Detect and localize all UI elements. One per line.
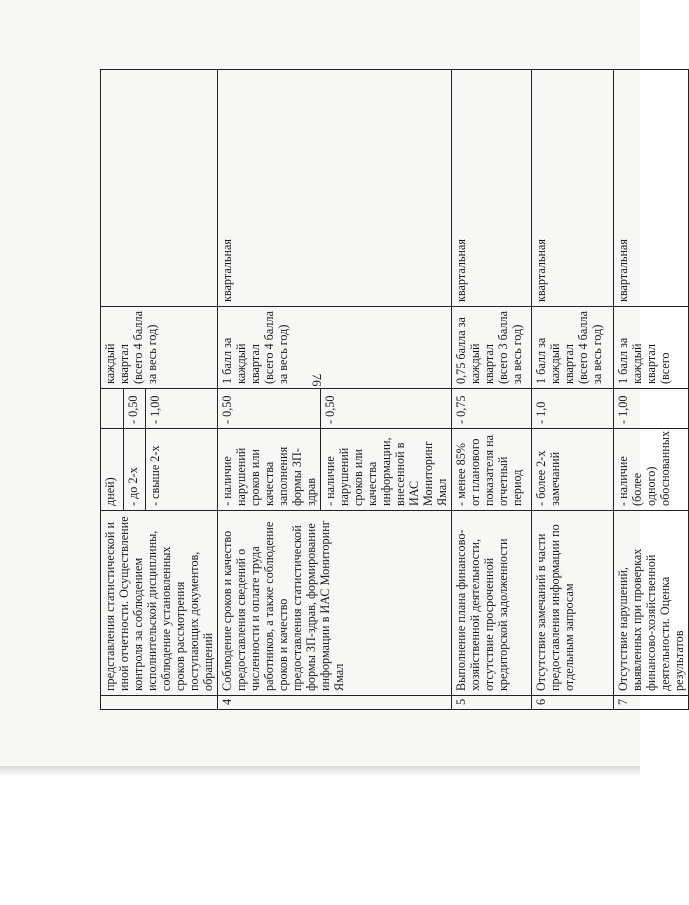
page-number: 76 (309, 373, 325, 387)
points-value (101, 389, 124, 429)
points-value: - 1,00 (146, 389, 218, 429)
condition-text: - более 2-х замечаний (532, 429, 614, 511)
period-text: квартальная (218, 70, 452, 307)
criterion-text: Отсутствие нарушений, выявленных при проверках финансово-хозяйственной деятельности. Оценка результатов (614, 511, 689, 696)
period-text: квартальная (532, 70, 614, 307)
criterion-text: Соблюдение сроков и качество предоставления сведений о численности и оплате труда работников, а также соблюдение сроков и качество предоставления статистической формы ЗП-здрав, формирование информации в ИАС Мониторинг Ямал (218, 511, 452, 696)
period-text: квартальная (452, 70, 532, 307)
score-text: 1 балл за каждый квартал (всего 4 балла за весь год) (532, 307, 614, 389)
condition-text: - менее 85% от планового показателя на отчетный период (452, 429, 532, 511)
criterion-text: Выполнение плана финансово-хозяйственной деятельности, отсутствие просроченной кредиторской задолженности (452, 511, 532, 696)
page-edge-shadow (0, 766, 640, 776)
rotated-table-container (100, 70, 686, 710)
condition-text: - наличие нарушений сроков или качества информации, внесенной в ИАС Мониторинг Ямал (321, 429, 452, 511)
score-text: 0,75 балла за каждый квартал (всего 3 балла за весь год) (452, 307, 532, 389)
points-value: - 0,75 (452, 389, 532, 429)
row-num: 4 (218, 696, 452, 710)
condition-text: - до 2-х (123, 429, 146, 511)
condition-text: - свыше 2-х (146, 429, 218, 511)
points-value: - 0,50 (218, 389, 321, 429)
criteria-table (100, 69, 689, 710)
period-text: квартальная (614, 70, 689, 307)
row-num: 6 (532, 696, 614, 710)
criterion-text: представления статистической и иной отчетности. Осуществление контроля за соблюдением исполнительской дисциплины, соблюдение установленных сроков рассмотрения поступающих документов, обращений (101, 511, 218, 696)
criterion-text: Отсутствие замечаний в части предоставления информации по отдельным запросам (532, 511, 614, 696)
score-text: каждый квартал (всего 4 балла за весь год) (101, 307, 218, 389)
period-text (101, 70, 218, 307)
points-value: - 1,0 (532, 389, 614, 429)
row-num (101, 696, 218, 710)
points-value: - 1,00 (614, 389, 689, 429)
row-num: 5 (452, 696, 532, 710)
score-text: 1 балл за каждый квартал (всего 4 балла за весь год) (218, 307, 452, 389)
points-value: - 0,50 (123, 389, 146, 429)
condition-text: дней) (101, 429, 124, 511)
condition-text: - наличие нарушений сроков или качества заполнения формы ЗП-здрав (218, 429, 321, 511)
condition-text: - наличие (более одного) обоснованных (614, 429, 689, 511)
row-num: 7 (614, 696, 689, 710)
score-text: 1 балл за каждый квартал (всего (614, 307, 689, 389)
points-value: - 0,50 (321, 389, 452, 429)
